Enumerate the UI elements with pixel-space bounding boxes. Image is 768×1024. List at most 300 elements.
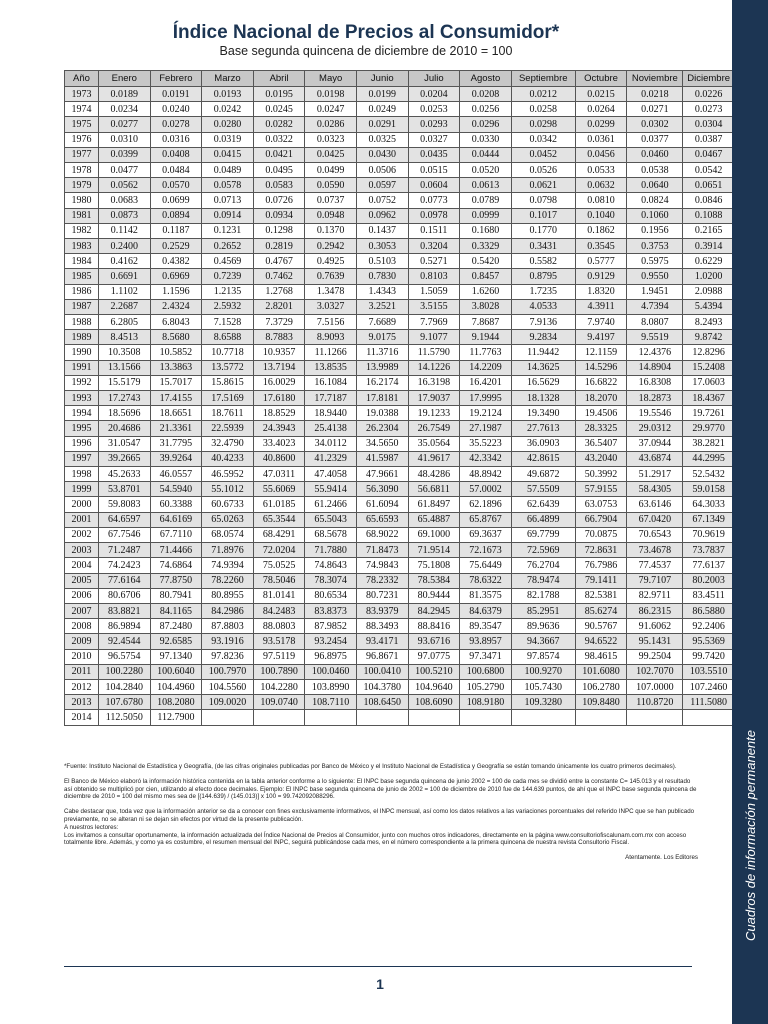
index-value-cell: 18.7611 — [202, 406, 254, 421]
index-value-cell: 0.0198 — [305, 87, 357, 102]
index-value-cell: 74.9843 — [356, 558, 408, 573]
index-value-cell: 0.0387 — [683, 132, 735, 147]
index-value-cell: 0.0456 — [575, 147, 627, 162]
index-value-cell: 34.5650 — [356, 436, 408, 451]
index-value-cell: 28.3325 — [575, 421, 627, 436]
index-value-cell: 0.0515 — [408, 163, 460, 178]
index-value-cell: 0.0408 — [150, 147, 202, 162]
index-value-cell: 0.1370 — [305, 223, 357, 238]
footnote-source: *Fuente: Instituto Nacional de Estadística y Geografía, (de las cifras originales publicadas por Banco de México y el Instituto Nacional de Estadística y Geografía se están tomando únicamente los cuatro primeros decimales). — [64, 763, 677, 770]
index-value-cell: 71.4466 — [150, 543, 202, 558]
index-value-cell: 27.7613 — [511, 421, 575, 436]
index-value-cell: 93.8957 — [460, 634, 512, 649]
index-value-cell: 89.9636 — [511, 619, 575, 634]
year-cell: 1980 — [65, 193, 99, 208]
year-cell: 2014 — [65, 710, 99, 726]
index-value-cell: 5.4394 — [683, 299, 735, 314]
index-value-cell: 63.0753 — [575, 497, 627, 512]
table-header-row — [65, 71, 735, 87]
year-cell: 1974 — [65, 102, 99, 117]
index-value-cell: 47.4058 — [305, 467, 357, 482]
index-value-cell: 83.9379 — [356, 603, 408, 618]
year-cell: 2006 — [65, 588, 99, 603]
index-value-cell: 80.8955 — [202, 588, 254, 603]
signature: Atentamente. Los Editores — [625, 854, 698, 862]
index-value-cell: 9.0175 — [356, 330, 408, 345]
index-value-cell: 10.3508 — [99, 345, 151, 360]
index-value-cell: 0.1298 — [253, 223, 305, 238]
index-value-cell: 0.0327 — [408, 132, 460, 147]
index-value-cell: 71.2487 — [99, 543, 151, 558]
footer-divider — [64, 966, 692, 967]
index-value-cell: 0.0361 — [575, 132, 627, 147]
index-value-cell: 0.0191 — [150, 87, 202, 102]
readers-heading: A nuestros lectores: — [64, 823, 119, 831]
index-value-cell: 44.2995 — [683, 451, 735, 466]
index-value-cell: 97.3471 — [460, 649, 512, 664]
index-value-cell: 107.2460 — [683, 679, 735, 694]
index-value-cell: 0.0258 — [511, 102, 575, 117]
index-value-cell: 0.0726 — [253, 193, 305, 208]
table-row — [65, 649, 735, 664]
index-value-cell: 0.0215 — [575, 87, 627, 102]
index-value-cell: 0.0304 — [683, 117, 735, 132]
table-row — [65, 87, 735, 102]
index-value-cell: 43.6874 — [627, 451, 683, 466]
index-value-cell: 0.0218 — [627, 87, 683, 102]
index-value-cell: 112.5050 — [99, 710, 151, 726]
footnotes — [64, 763, 698, 869]
index-value-cell: 82.1788 — [511, 588, 575, 603]
index-value-cell: 0.0240 — [150, 102, 202, 117]
index-value-cell: 0.0477 — [99, 163, 151, 178]
index-value-cell: 102.7070 — [627, 664, 683, 679]
footnote-methodology: El Banco de México elaboró la información histórica contenida en la tabla anterior conforme a lo siguiente: El INPC base segunda quincena de junio 2002 = 100 de cada mes se dividió entre la constante C= 145.013 y el resultado así obtenido se multiplicó por cien, utilizando al efecto doce decimales. Ejemplo: El INPC base segunda quincena de junio de 2002 = 100 de diciembre de 2010 fue de 144.639 puntos, de ahí que el INPC base segunda quincena de diciembre de 2010 = 100 del mismo mes sea de [(144.639) / (145.013)] x 100 = 99.742092088296. — [64, 777, 697, 801]
index-value-cell: 0.1680 — [460, 223, 512, 238]
table-row — [65, 375, 735, 390]
index-value-cell: 0.5975 — [627, 254, 683, 269]
index-value-cell: 100.0460 — [305, 664, 357, 679]
index-value-cell: 11.7763 — [460, 345, 512, 360]
index-value-cell: 0.0319 — [202, 132, 254, 147]
index-value-cell: 1.2135 — [202, 284, 254, 299]
index-value-cell: 16.8308 — [627, 375, 683, 390]
index-value-cell: 72.1673 — [460, 543, 512, 558]
index-value-cell: 0.3053 — [356, 239, 408, 254]
table-row — [65, 679, 735, 694]
index-value-cell: 0.0278 — [150, 117, 202, 132]
page-subtitle: Base segunda quincena de diciembre de 2010 = 100 — [219, 44, 513, 58]
table-row — [65, 467, 735, 482]
index-value-cell: 74.9394 — [202, 558, 254, 573]
index-value-cell: 8.2493 — [683, 315, 735, 330]
index-value-cell: 0.0999 — [460, 208, 512, 223]
index-value-cell: 66.4899 — [511, 512, 575, 527]
index-value-cell: 3.8028 — [460, 299, 512, 314]
index-value-cell: 2.5932 — [202, 299, 254, 314]
table-row — [65, 193, 735, 208]
index-value-cell: 39.2665 — [99, 451, 151, 466]
index-value-cell: 17.5169 — [202, 391, 254, 406]
index-value-cell: 0.2400 — [99, 239, 151, 254]
index-value-cell: 0.2652 — [202, 239, 254, 254]
index-value-cell: 0.0199 — [356, 87, 408, 102]
index-value-cell: 0.0538 — [627, 163, 683, 178]
index-value-cell: 67.7546 — [99, 527, 151, 542]
index-value-cell: 97.8236 — [202, 649, 254, 664]
index-value-cell: 43.2040 — [575, 451, 627, 466]
index-value-cell: 84.6379 — [460, 603, 512, 618]
index-value-cell: 76.2704 — [511, 558, 575, 573]
index-value-cell: 48.8942 — [460, 467, 512, 482]
year-cell: 1981 — [65, 208, 99, 223]
index-value-cell: 31.7795 — [150, 436, 202, 451]
index-value-cell: 17.9995 — [460, 391, 512, 406]
index-value-cell: 59.8083 — [99, 497, 151, 512]
index-value-cell: 0.0435 — [408, 147, 460, 162]
index-value-cell: 0.0467 — [683, 147, 735, 162]
index-value-cell: 14.3625 — [511, 360, 575, 375]
index-value-cell: 0.4162 — [99, 254, 151, 269]
index-value-cell: 104.3780 — [356, 679, 408, 694]
index-value-cell: 17.9037 — [408, 391, 460, 406]
year-cell: 1999 — [65, 482, 99, 497]
index-value-cell: 86.9894 — [99, 619, 151, 634]
index-value-cell: 0.0330 — [460, 132, 512, 147]
index-value-cell: 6.8043 — [150, 315, 202, 330]
index-value-cell: 78.5384 — [408, 573, 460, 588]
index-value-cell: 69.1000 — [408, 527, 460, 542]
index-value-cell: 0.0302 — [627, 117, 683, 132]
index-value-cell: 16.5629 — [511, 375, 575, 390]
index-value-cell: 64.6597 — [99, 512, 151, 527]
table-row — [65, 603, 735, 618]
year-cell: 2012 — [65, 679, 99, 694]
index-value-cell: 0.1862 — [575, 223, 627, 238]
year-cell: 2002 — [65, 527, 99, 542]
index-value-cell: 0.0234 — [99, 102, 151, 117]
index-value-cell: 13.9989 — [356, 360, 408, 375]
year-cell: 1979 — [65, 178, 99, 193]
index-value-cell: 1.3478 — [305, 284, 357, 299]
index-value-cell: 0.0256 — [460, 102, 512, 117]
index-value-cell: 0.5582 — [511, 254, 575, 269]
index-value-cell: 14.8904 — [627, 360, 683, 375]
index-value-cell: 70.9619 — [683, 527, 735, 542]
table-row — [65, 695, 735, 710]
index-value-cell: 77.6164 — [99, 573, 151, 588]
table-row — [65, 406, 735, 421]
index-value-cell: 0.0310 — [99, 132, 151, 147]
index-value-cell: 7.7969 — [408, 315, 460, 330]
index-value-cell: 100.0410 — [356, 664, 408, 679]
index-value-cell: 46.5952 — [202, 467, 254, 482]
table-row — [65, 619, 735, 634]
footnote-disclaimer — [64, 808, 698, 847]
year-cell: 2011 — [65, 664, 99, 679]
index-value-cell: 84.2986 — [202, 603, 254, 618]
index-value-cell: 71.8976 — [202, 543, 254, 558]
index-value-cell: 95.5369 — [683, 634, 735, 649]
table-row — [65, 512, 735, 527]
index-value-cell: 0.0282 — [253, 117, 305, 132]
year-cell: 1989 — [65, 330, 99, 345]
index-value-cell: 0.1231 — [202, 223, 254, 238]
index-value-cell: 100.5210 — [408, 664, 460, 679]
index-value-cell: 55.6069 — [253, 482, 305, 497]
index-value-cell: 3.0327 — [305, 299, 357, 314]
index-value-cell: 11.3716 — [356, 345, 408, 360]
index-value-cell: 80.9444 — [408, 588, 460, 603]
index-value-cell — [253, 710, 305, 726]
index-value-cell: 97.5119 — [253, 649, 305, 664]
index-value-cell: 15.5179 — [99, 375, 151, 390]
index-value-cell: 1.0200 — [683, 269, 735, 284]
index-value-cell: 73.4678 — [627, 543, 683, 558]
index-value-cell: 0.0444 — [460, 147, 512, 162]
index-value-cell: 99.7420 — [683, 649, 735, 664]
index-value-cell: 17.2743 — [99, 391, 151, 406]
index-value-cell: 0.0604 — [408, 178, 460, 193]
index-value-cell: 78.2260 — [202, 573, 254, 588]
index-value-cell: 0.0242 — [202, 102, 254, 117]
index-value-cell: 68.9022 — [356, 527, 408, 542]
index-value-cell: 0.7830 — [356, 269, 408, 284]
index-value-cell: 7.9740 — [575, 315, 627, 330]
index-value-cell: 8.0807 — [627, 315, 683, 330]
index-value-cell: 0.0773 — [408, 193, 460, 208]
year-cell: 1985 — [65, 269, 99, 284]
index-value-cell: 35.5223 — [460, 436, 512, 451]
table-row — [65, 421, 735, 436]
index-value-cell: 104.2280 — [253, 679, 305, 694]
index-value-cell: 19.2124 — [460, 406, 512, 421]
index-value-cell: 22.5939 — [202, 421, 254, 436]
index-value-cell: 33.4023 — [253, 436, 305, 451]
index-value-cell: 0.1040 — [575, 208, 627, 223]
index-value-cell: 2.0988 — [683, 284, 735, 299]
index-value-cell: 0.0323 — [305, 132, 357, 147]
index-value-cell: 62.1896 — [460, 497, 512, 512]
index-value-cell: 0.0245 — [253, 102, 305, 117]
index-value-cell: 65.3544 — [253, 512, 305, 527]
column-header: Octubre — [575, 71, 627, 87]
index-value-cell: 0.1187 — [150, 223, 202, 238]
index-value-cell: 31.0547 — [99, 436, 151, 451]
index-value-cell: 0.0273 — [683, 102, 735, 117]
index-value-cell: 0.0962 — [356, 208, 408, 223]
index-value-cell: 42.8615 — [511, 451, 575, 466]
index-value-cell: 19.7261 — [683, 406, 735, 421]
table-row — [65, 239, 735, 254]
index-value-cell: 14.5296 — [575, 360, 627, 375]
index-value-cell: 109.3280 — [511, 695, 575, 710]
index-value-cell: 20.4686 — [99, 421, 151, 436]
index-value-cell: 0.0683 — [99, 193, 151, 208]
index-value-cell: 101.6080 — [575, 664, 627, 679]
index-value-cell: 97.8574 — [511, 649, 575, 664]
index-value-cell: 35.0564 — [408, 436, 460, 451]
table-row — [65, 284, 735, 299]
index-value-cell: 8.4513 — [99, 330, 151, 345]
table-row — [65, 634, 735, 649]
table-row — [65, 102, 735, 117]
table-row — [65, 254, 735, 269]
index-value-cell: 0.0978 — [408, 208, 460, 223]
index-value-cell: 93.5178 — [253, 634, 305, 649]
table-row — [65, 588, 735, 603]
index-value-cell: 0.0271 — [627, 102, 683, 117]
table-row — [65, 178, 735, 193]
index-value-cell: 25.4138 — [305, 421, 357, 436]
index-value-cell: 77.6137 — [683, 558, 735, 573]
year-cell: 1975 — [65, 117, 99, 132]
index-value-cell: 1.2768 — [253, 284, 305, 299]
index-value-cell: 41.9617 — [408, 451, 460, 466]
index-value-cell: 0.1060 — [627, 208, 683, 223]
index-value-cell: 18.9440 — [305, 406, 357, 421]
index-value-cell: 9.4197 — [575, 330, 627, 345]
index-value-cell: 68.5678 — [305, 527, 357, 542]
index-value-cell: 0.1770 — [511, 223, 575, 238]
index-value-cell: 10.5852 — [150, 345, 202, 360]
index-value-cell: 59.0158 — [683, 482, 735, 497]
index-value-cell: 56.3090 — [356, 482, 408, 497]
index-value-cell: 79.7107 — [627, 573, 683, 588]
index-value-cell: 75.6449 — [460, 558, 512, 573]
index-value-cell: 69.7799 — [511, 527, 575, 542]
index-value-cell: 57.9155 — [575, 482, 627, 497]
index-value-cell: 0.3753 — [627, 239, 683, 254]
index-value-cell: 0.0846 — [683, 193, 735, 208]
index-value-cell: 92.4544 — [99, 634, 151, 649]
year-cell: 1997 — [65, 451, 99, 466]
index-value-cell: 0.0699 — [150, 193, 202, 208]
index-value-cell: 0.6691 — [99, 269, 151, 284]
index-value-cell: 93.2454 — [305, 634, 357, 649]
index-value-cell: 40.8600 — [253, 451, 305, 466]
index-value-cell: 71.9514 — [408, 543, 460, 558]
index-value-cell — [511, 710, 575, 726]
index-value-cell: 69.3637 — [460, 527, 512, 542]
index-value-cell: 24.3943 — [253, 421, 305, 436]
index-value-cell: 12.1159 — [575, 345, 627, 360]
index-value-cell: 98.4615 — [575, 649, 627, 664]
index-value-cell: 78.5046 — [253, 573, 305, 588]
index-value-cell: 0.0296 — [460, 117, 512, 132]
index-value-cell: 18.5696 — [99, 406, 151, 421]
index-value-cell: 9.5519 — [627, 330, 683, 345]
index-value-cell: 0.0249 — [356, 102, 408, 117]
table-row — [65, 710, 735, 726]
index-value-cell: 80.7941 — [150, 588, 202, 603]
index-value-cell: 12.4376 — [627, 345, 683, 360]
index-value-cell: 82.9711 — [627, 588, 683, 603]
column-header: Agosto — [460, 71, 512, 87]
inpc-table — [64, 70, 735, 726]
index-value-cell: 73.7837 — [683, 543, 735, 558]
index-value-cell: 0.1437 — [356, 223, 408, 238]
index-value-cell: 0.0253 — [408, 102, 460, 117]
index-value-cell: 74.6864 — [150, 558, 202, 573]
index-value-cell: 61.8497 — [408, 497, 460, 512]
year-cell: 1991 — [65, 360, 99, 375]
index-value-cell: 17.6180 — [253, 391, 305, 406]
index-value-cell: 64.3033 — [683, 497, 735, 512]
index-value-cell: 100.6040 — [150, 664, 202, 679]
index-value-cell: 81.3575 — [460, 588, 512, 603]
index-value-cell: 64.6169 — [150, 512, 202, 527]
index-value-cell: 38.2821 — [683, 436, 735, 451]
index-value-cell: 1.8320 — [575, 284, 627, 299]
table-row — [65, 482, 735, 497]
index-value-cell: 75.0525 — [253, 558, 305, 573]
index-value-cell: 0.0286 — [305, 117, 357, 132]
index-value-cell: 16.2174 — [356, 375, 408, 390]
index-value-cell: 49.6872 — [511, 467, 575, 482]
index-value-cell: 16.6822 — [575, 375, 627, 390]
index-value-cell: 13.5772 — [202, 360, 254, 375]
index-value-cell: 104.4960 — [150, 679, 202, 694]
index-value-cell: 0.1956 — [627, 223, 683, 238]
index-value-cell: 84.2945 — [408, 603, 460, 618]
index-value-cell: 61.0185 — [253, 497, 305, 512]
footnote-disclaimer-text: Cabe destacar que, toda vez que la información anterior se da a conocer con fines exclusivamente informativos, el INPC mensual, así como los datos relativos a las variaciones porcentuales del referido INPC que se han publicado previamente, no se alteran ni se dejan sin efectos por virtud de la presente publicación. — [64, 808, 695, 823]
index-value-cell: 107.6780 — [99, 695, 151, 710]
column-header: Marzo — [202, 71, 254, 87]
index-value-cell: 52.5432 — [683, 467, 735, 482]
index-value-cell: 7.3729 — [253, 315, 305, 330]
index-value-cell: 0.4767 — [253, 254, 305, 269]
index-value-cell: 19.5546 — [627, 406, 683, 421]
index-value-cell: 100.7890 — [253, 664, 305, 679]
index-value-cell: 0.6969 — [150, 269, 202, 284]
index-value-cell: 0.0499 — [305, 163, 357, 178]
index-value-cell: 0.0810 — [575, 193, 627, 208]
index-value-cell: 99.2504 — [627, 649, 683, 664]
page-number: 1 — [376, 976, 384, 992]
index-value-cell: 80.2003 — [683, 573, 735, 588]
index-value-cell: 78.2332 — [356, 573, 408, 588]
column-header: Mayo — [305, 71, 357, 87]
index-value-cell: 109.0740 — [253, 695, 305, 710]
index-value-cell: 0.0193 — [202, 87, 254, 102]
index-value-cell: 11.1266 — [305, 345, 357, 360]
index-value-cell: 108.6450 — [356, 695, 408, 710]
year-cell: 1987 — [65, 299, 99, 314]
index-value-cell: 84.1165 — [150, 603, 202, 618]
index-value-cell — [305, 710, 357, 726]
table-row — [65, 223, 735, 238]
index-value-cell: 87.8803 — [202, 619, 254, 634]
index-value-cell: 106.2780 — [575, 679, 627, 694]
index-value-cell: 2.4324 — [150, 299, 202, 314]
index-value-cell: 0.0590 — [305, 178, 357, 193]
index-value-cell: 0.0430 — [356, 147, 408, 162]
year-cell: 1986 — [65, 284, 99, 299]
index-value-cell: 0.0640 — [627, 178, 683, 193]
index-value-cell — [627, 710, 683, 726]
index-value-cell: 86.5880 — [683, 603, 735, 618]
index-value-cell: 54.5940 — [150, 482, 202, 497]
index-value-cell: 93.1916 — [202, 634, 254, 649]
index-value-cell — [356, 710, 408, 726]
index-value-cell: 9.2834 — [511, 330, 575, 345]
index-value-cell: 74.8643 — [305, 558, 357, 573]
index-value-cell: 0.0752 — [356, 193, 408, 208]
index-value-cell — [575, 710, 627, 726]
index-value-cell: 17.7187 — [305, 391, 357, 406]
